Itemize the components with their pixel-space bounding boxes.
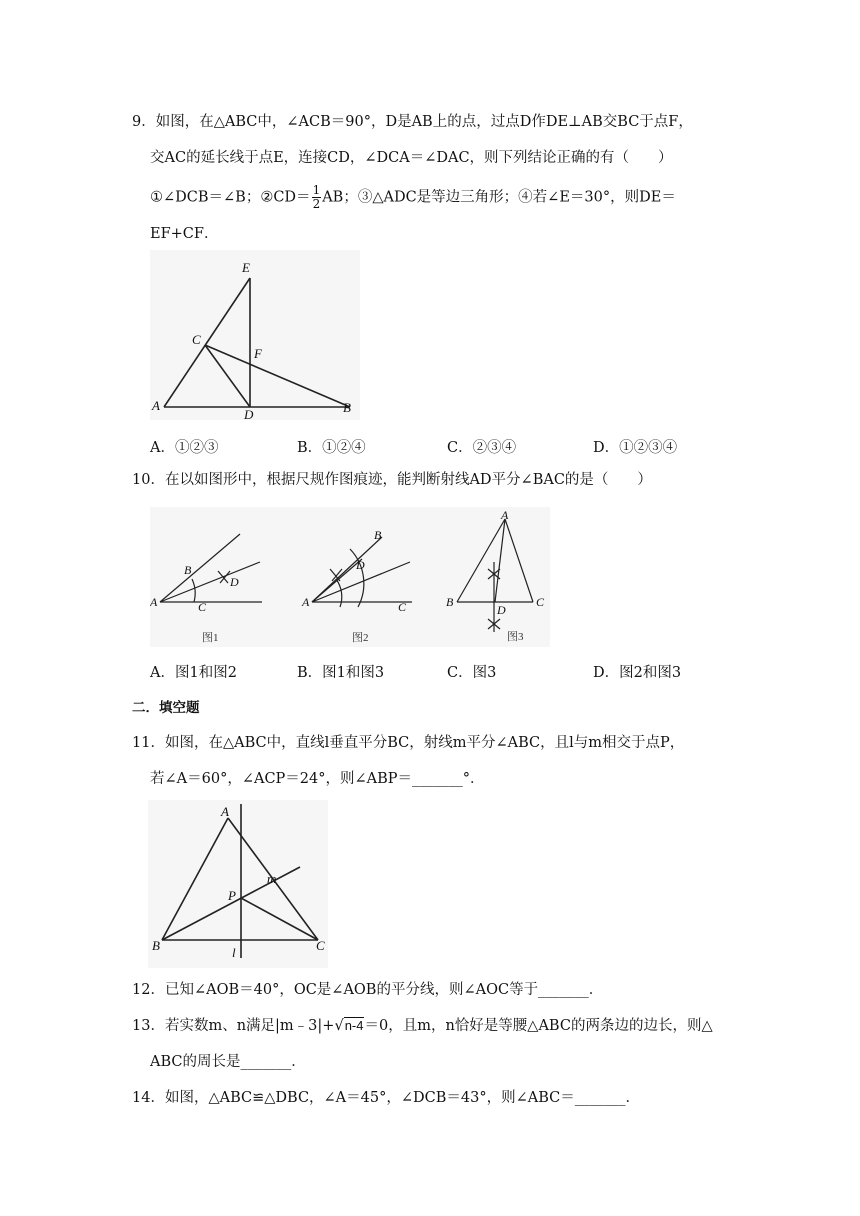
label-a: A xyxy=(221,804,229,819)
q10-choice-b: B．图1和图3 xyxy=(297,665,385,681)
fig2-label-c: C xyxy=(398,600,407,614)
q13-line1-b: ＝0，且m，n恰好是等腰△ABC的两条边的边长，则△ xyxy=(364,1018,713,1034)
fig1-caption: 图1 xyxy=(202,632,219,644)
label-d: D xyxy=(244,407,254,420)
q14-line1: 14．如图，△ABC≌△DBC，∠A＝45°，∠DCB＝43°，则∠ABC＝_______． xyxy=(132,1090,640,1106)
fig3-label-a: A xyxy=(501,508,509,522)
radical-sign: √ xyxy=(334,1018,344,1034)
q9-figure xyxy=(150,250,360,420)
label-f: F xyxy=(254,346,262,361)
fig3-caption: 图3 xyxy=(507,631,524,643)
q9-choice-a: A．①②③ xyxy=(150,440,219,456)
q13-line1-a: 13．若实数m、n满足|m﹣3|+ xyxy=(132,1018,335,1034)
fig3-label-d: D xyxy=(497,603,506,617)
q9-line4: EF+CF． xyxy=(150,226,219,242)
q11-figure xyxy=(148,800,328,968)
figure-background xyxy=(148,800,328,968)
label-a: A xyxy=(152,398,160,413)
q10-line1: 10．在以如图形中，根据尺规作图痕迹，能判断射线AD平分∠BAC的是（ ） xyxy=(132,472,652,488)
q9-choice-b: B．①②④ xyxy=(297,440,366,456)
q9-line3-b: AB；③△ADC是等边三角形；④若∠E＝30°，则DE＝ xyxy=(322,189,676,206)
fraction-one-half: $\frac{1}{2}$ xyxy=(312,183,321,211)
fig3-label-c: C xyxy=(536,595,545,609)
q10-choice-d: D．图2和图3 xyxy=(593,665,682,681)
q9-line3-a: ①∠DCB＝∠B；②CD＝ xyxy=(150,189,311,206)
q11-line1: 11．如图，在△ABC中，直线l垂直平分BC，射线m平分∠ABC，且l与m相交于点P， xyxy=(132,735,685,751)
q10-figures xyxy=(150,507,550,647)
label-p: P xyxy=(228,888,236,903)
radicand: n-4 xyxy=(344,1018,364,1033)
label-e: E xyxy=(242,260,250,275)
fig3-label-b: B xyxy=(446,595,454,609)
label-b: B xyxy=(152,938,160,953)
q9-line2: 交AC的延长线于点E，连接CD，∠DCA＝∠DAC，则下列结论正确的有（ ） xyxy=(150,150,673,166)
label-c: C xyxy=(316,938,325,953)
q10-choice-a: A．图1和图2 xyxy=(150,665,237,681)
q12-line1: 12．已知∠AOB＝40°，OC是∠AOB的平分线，则∠AOC等于_______． xyxy=(132,982,604,998)
label-b: B xyxy=(343,400,351,415)
q11-line2: 若∠A＝60°，∠ACP＝24°，则∠ABP＝_______°． xyxy=(150,771,485,787)
q13-line2: ABC的周长是_______． xyxy=(150,1054,306,1070)
fig2-label-d: D xyxy=(356,558,365,572)
q13-line1 xyxy=(132,1016,713,1036)
q9-choice-c: C．②③④ xyxy=(447,440,517,456)
fig2-label-b: B xyxy=(374,528,382,542)
section-title: 二．填空题 xyxy=(132,700,200,716)
fig1-label-b: B xyxy=(184,563,192,577)
q9-choice-d: D．①②③④ xyxy=(593,440,678,456)
q9-line1: 9．如图，在△ABC中，∠ACB＝90°，D是AB上的点，过点D作DE⊥AB交BC于点F， xyxy=(132,114,693,130)
label-m: m xyxy=(267,871,277,886)
fig1-label-c: C xyxy=(198,600,207,614)
label-l: l xyxy=(232,945,236,960)
fig1-label-d: D xyxy=(230,575,239,589)
q9-line3 xyxy=(150,184,676,211)
fig2-caption: 图2 xyxy=(352,632,369,644)
fig1-label-a: A xyxy=(150,595,158,609)
q10-choice-c: C．图3 xyxy=(447,665,497,681)
fig2-label-a: A xyxy=(302,595,310,609)
figure-background xyxy=(150,250,360,420)
label-c: C xyxy=(192,332,201,347)
